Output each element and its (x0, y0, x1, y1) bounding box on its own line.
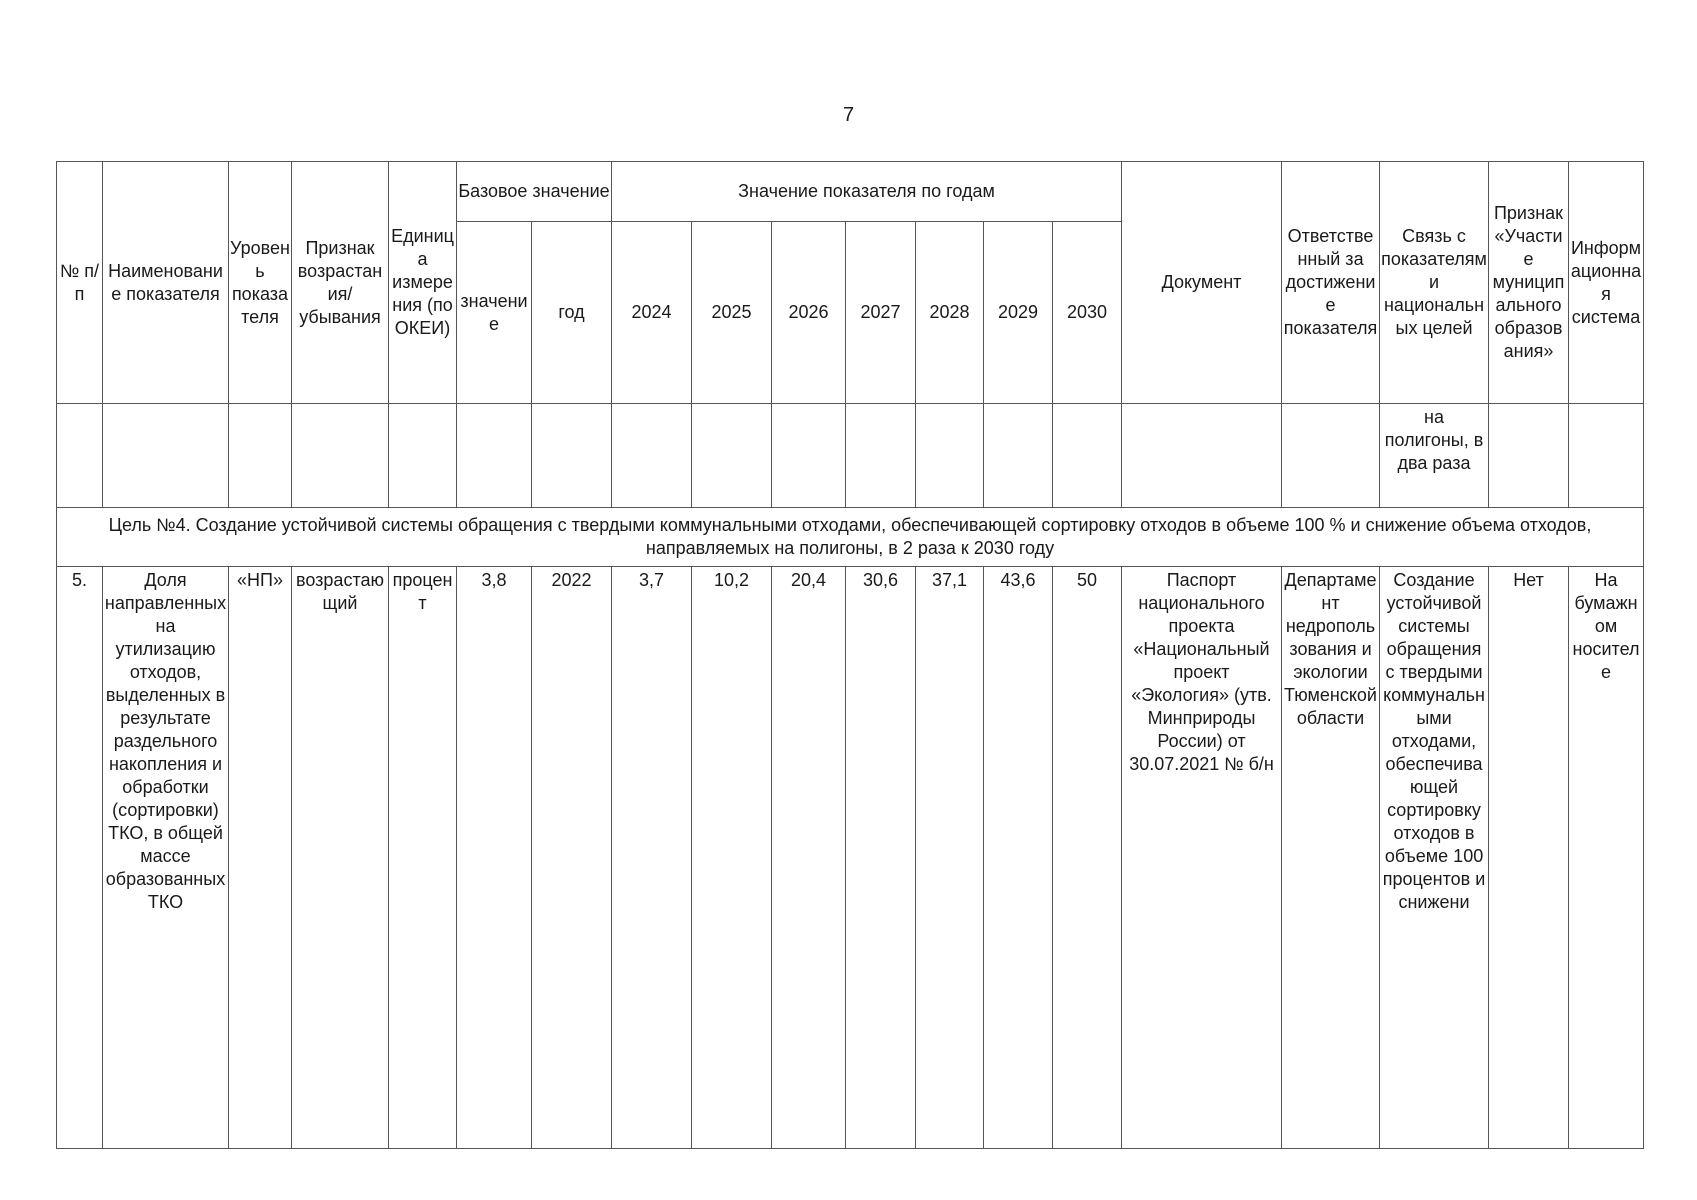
row-municipal: Нет (1489, 567, 1569, 1149)
header-base: Базовое значение (457, 162, 612, 222)
header-year-2024: 2024 (612, 222, 692, 404)
header-municipal: Признак «Участие муниципального образования» (1489, 162, 1569, 404)
row-value-2028: 37,1 (916, 567, 984, 1149)
row-value-2027: 30,6 (846, 567, 916, 1149)
row-responsible: Департамент недропользования и экологии Тюменской области (1282, 567, 1380, 1149)
row-num: 5. (57, 567, 103, 1149)
row-value-2024: 3,7 (612, 567, 692, 1149)
goal-row (57, 508, 1644, 567)
header-level: Уровень показателя (229, 162, 292, 404)
continued-link: на полигоны, в два раза (1380, 404, 1489, 508)
header-year-2028: 2028 (916, 222, 984, 404)
header-responsible: Ответственный за достижение показателя (1282, 162, 1380, 404)
header-name: Наименование показателя (103, 162, 229, 404)
row-value-2025: 10,2 (692, 567, 772, 1149)
row-name: Доля направленных на утилизацию отходов, выделенных в результате раздельного накопления и обработки (сортировки) ТКО, в общей массе образованных ТКО (103, 567, 229, 1149)
row-info-system: На бумажном носителе (1569, 567, 1644, 1149)
header-year-2025: 2025 (692, 222, 772, 404)
header-year-2027: 2027 (846, 222, 916, 404)
row-base-year: 2022 (532, 567, 612, 1149)
header-base-value: значение (457, 222, 532, 404)
header-year-2030: 2030 (1053, 222, 1122, 404)
row-base-value: 3,8 (457, 567, 532, 1149)
row-unit: процент (389, 567, 457, 1149)
header-unit: Единица измерения (по ОКЕИ) (389, 162, 457, 404)
header-base-year: год (532, 222, 612, 404)
header-year-2026: 2026 (772, 222, 846, 404)
goal-text: Цель №4. Создание устойчивой системы обращения с твердыми коммунальными отходами, обеспечивающей сортировку отходов в объеме 100 % и снижение объема отходов, направляемых на полигоны, в 2 раза к 2030 году (57, 508, 1644, 567)
header-num: № п/п (57, 162, 103, 404)
header-document: Документ (1122, 162, 1282, 404)
row-value-2030: 50 (1053, 567, 1122, 1149)
header-years-group: Значение показателя по годам (612, 162, 1122, 222)
indicators-table (56, 161, 1644, 1149)
continued-row (57, 404, 1644, 508)
row-value-2026: 20,4 (772, 567, 846, 1149)
header-info-system: Информационная система (1569, 162, 1644, 404)
header-link: Связь с показателями национальных целей (1380, 162, 1489, 404)
header-sign: Признак возрастания/ убывания (292, 162, 389, 404)
row-link: Создание устойчивой системы обращения с твердыми коммунальными отходами, обеспечивающей сортировку отходов в объеме 100 процентов и снижени (1380, 567, 1489, 1149)
table-row (57, 567, 1644, 1149)
row-level: «НП» (229, 567, 292, 1149)
row-value-2029: 43,6 (984, 567, 1053, 1149)
header-row-1 (57, 162, 1644, 222)
page-number: 7 (842, 104, 855, 126)
row-document: Паспорт национального проекта «Национальный проект «Экология» (утв. Минприроды России) от 30.07.2021 № б/н (1122, 567, 1282, 1149)
row-sign: возрастающий (292, 567, 389, 1149)
header-year-2029: 2029 (984, 222, 1053, 404)
